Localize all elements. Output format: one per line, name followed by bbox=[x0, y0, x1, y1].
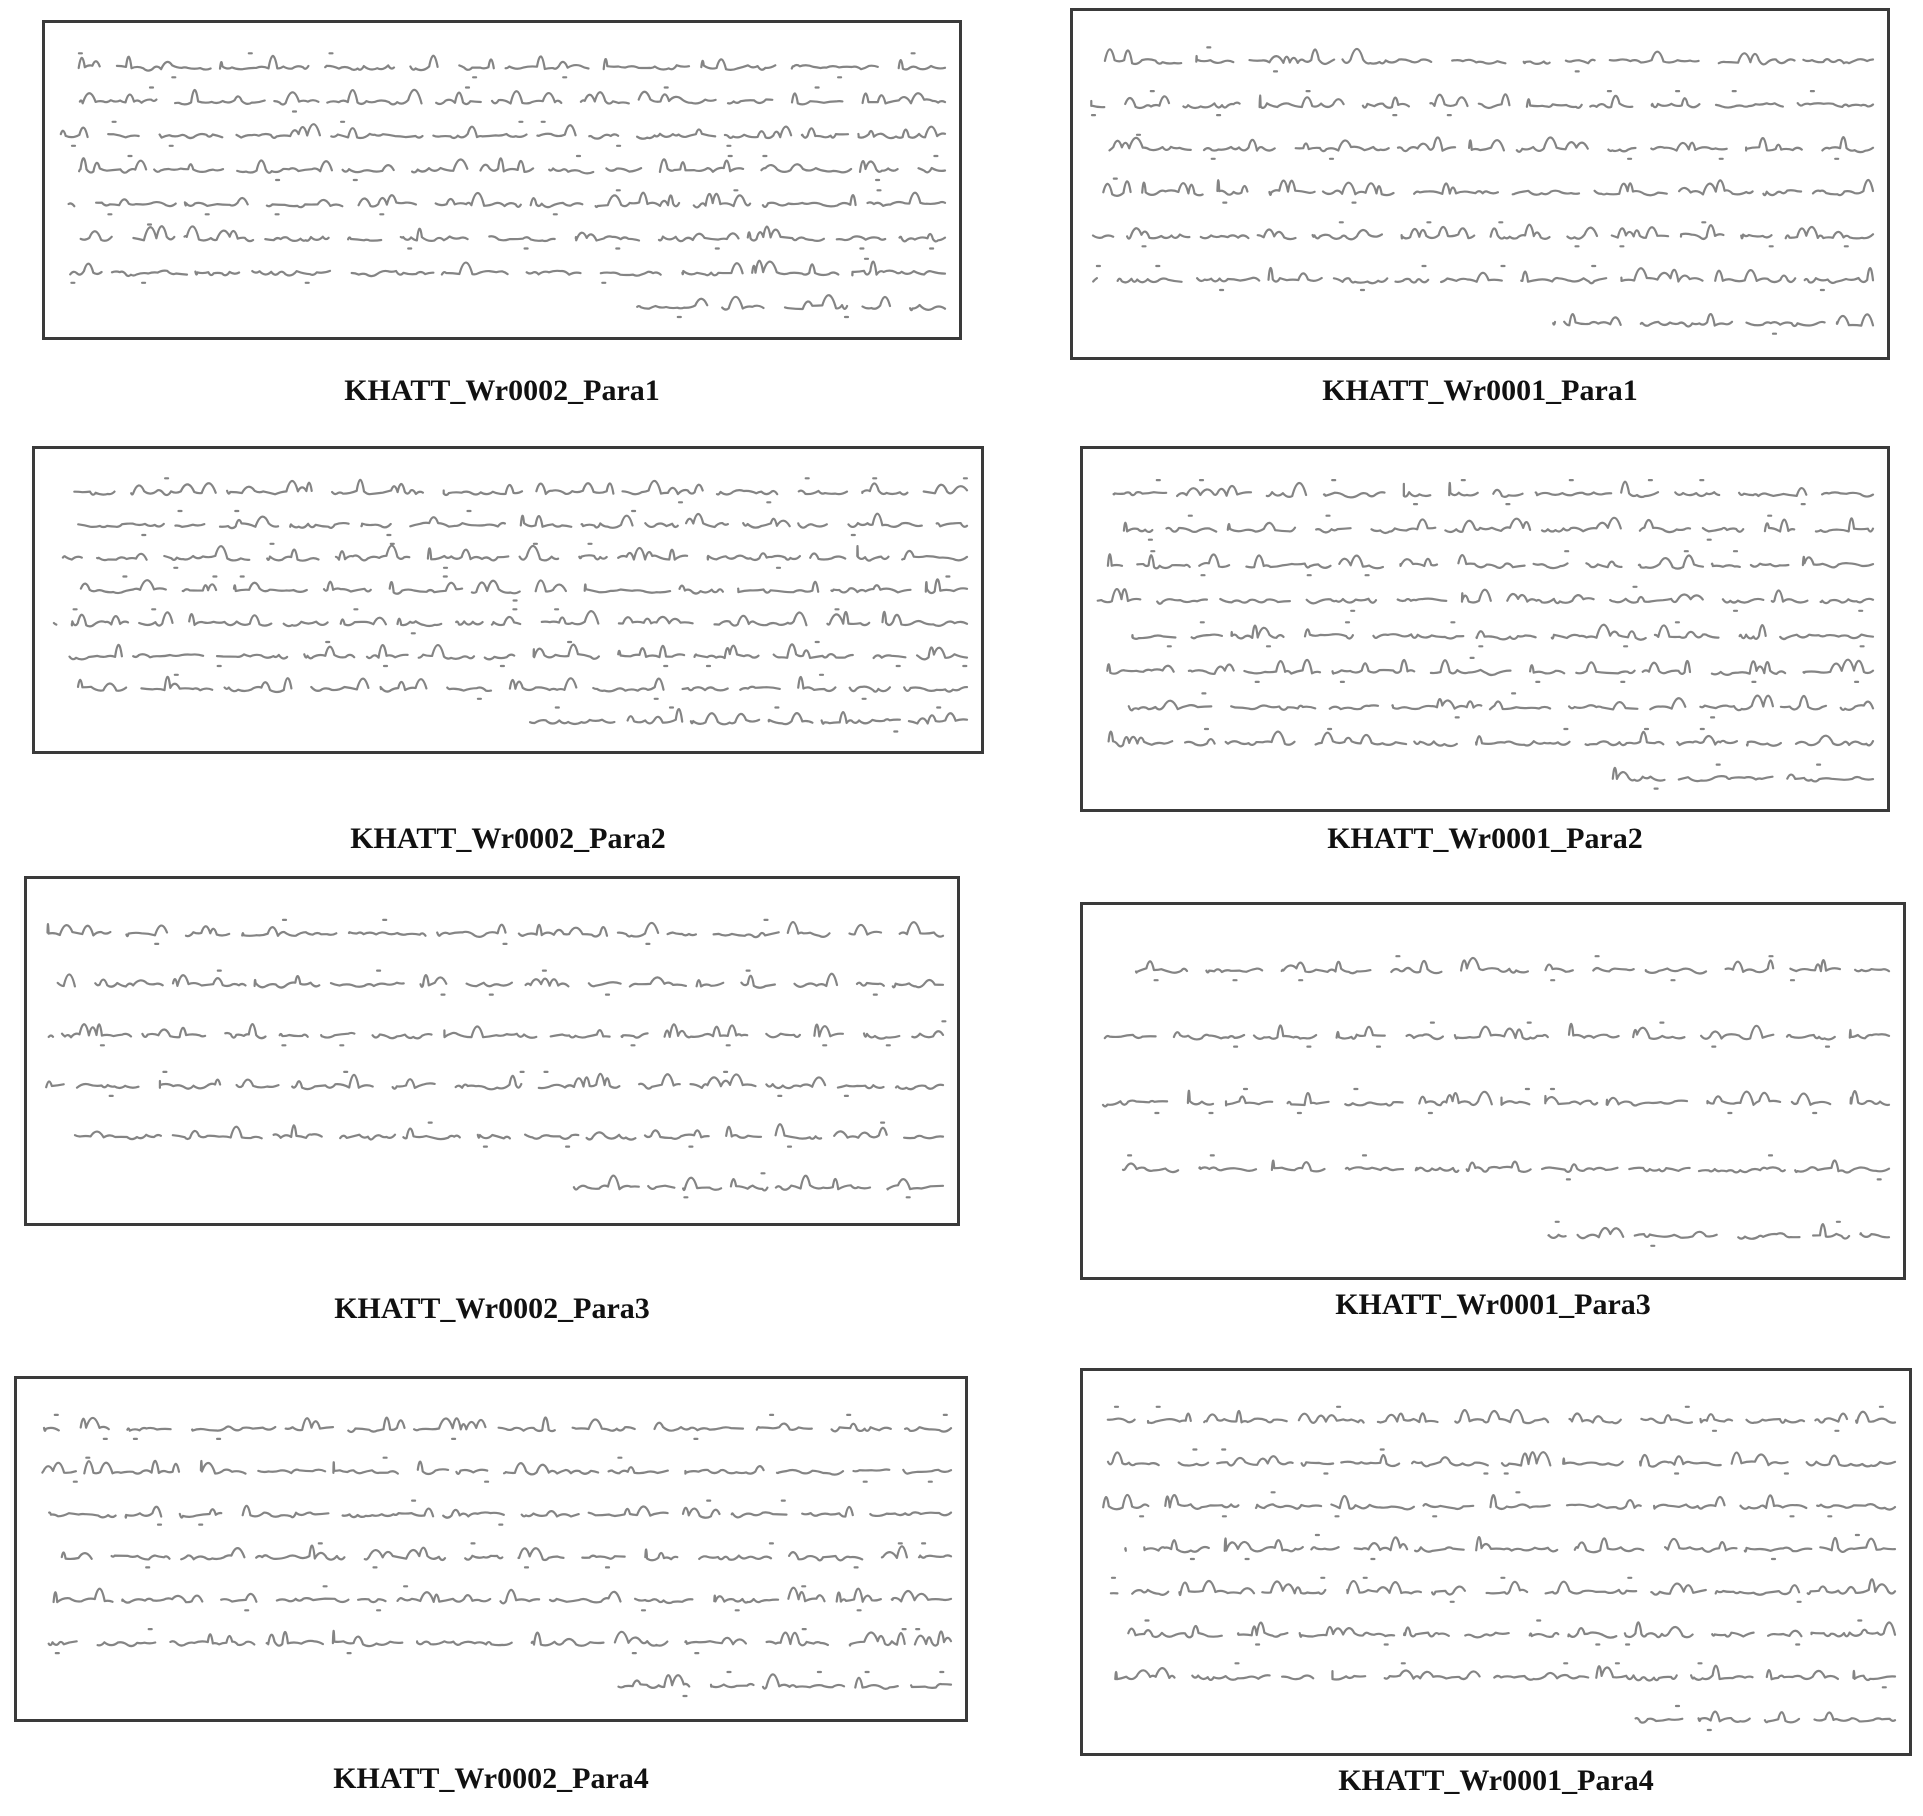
handwriting-line bbox=[530, 708, 967, 732]
handwriting-line bbox=[74, 478, 967, 502]
handwriting-line bbox=[70, 259, 945, 283]
caption-wr0001-para3: KHATT_Wr0001_Para3 bbox=[1335, 1288, 1651, 1321]
handwriting-sample-wr0001-para4 bbox=[1080, 1368, 1912, 1756]
caption-wr0002-para2: KHATT_Wr0002_Para2 bbox=[350, 822, 666, 855]
caption-wr0001-para1: KHATT_Wr0001_Para1 bbox=[1322, 374, 1638, 407]
handwriting-line bbox=[574, 1173, 943, 1197]
handwriting-line bbox=[81, 225, 945, 249]
handwriting-line bbox=[78, 675, 967, 699]
handwriting-line bbox=[637, 295, 945, 317]
handwriting-line bbox=[46, 1072, 943, 1096]
handwriting-strokes bbox=[17, 1379, 965, 1719]
handwriting-line bbox=[79, 156, 945, 180]
handwriting-line bbox=[42, 1458, 951, 1482]
handwriting-line bbox=[58, 971, 943, 995]
handwriting-line bbox=[48, 920, 944, 944]
handwriting-line bbox=[80, 88, 945, 112]
handwriting-line bbox=[78, 511, 967, 535]
handwriting-strokes bbox=[1083, 449, 1887, 809]
handwriting-line bbox=[1129, 693, 1873, 717]
caption-wr0001-para4: KHATT_Wr0001_Para4 bbox=[1338, 1764, 1654, 1797]
handwriting-line bbox=[1111, 1578, 1895, 1602]
handwriting-line bbox=[1123, 1155, 1889, 1179]
handwriting-line bbox=[1107, 658, 1873, 682]
caption-wr0002-para4: KHATT_Wr0002_Para4 bbox=[333, 1762, 649, 1795]
handwriting-line bbox=[1108, 1407, 1895, 1431]
handwriting-line bbox=[1103, 1492, 1895, 1516]
handwriting-line bbox=[63, 544, 967, 568]
handwriting-line bbox=[1093, 266, 1873, 290]
handwriting-strokes bbox=[27, 879, 957, 1223]
handwriting-line bbox=[69, 190, 945, 214]
handwriting-line bbox=[54, 609, 967, 633]
handwriting-line bbox=[62, 1543, 951, 1567]
handwriting-line bbox=[81, 577, 967, 601]
handwriting-line bbox=[1115, 1663, 1895, 1687]
handwriting-line bbox=[1553, 314, 1873, 334]
handwriting-strokes bbox=[1083, 905, 1903, 1277]
handwriting-line bbox=[54, 1586, 951, 1610]
handwriting-line bbox=[1103, 179, 1873, 203]
caption-wr0001-para2: KHATT_Wr0001_Para2 bbox=[1327, 822, 1643, 855]
handwriting-line bbox=[44, 1415, 951, 1439]
handwriting-sample-wr0001-para3 bbox=[1080, 902, 1906, 1280]
handwriting-line bbox=[1108, 1450, 1895, 1474]
handwriting-line bbox=[1103, 1089, 1889, 1113]
handwriting-line bbox=[1093, 222, 1873, 246]
handwriting-line bbox=[75, 1123, 943, 1147]
handwriting-line bbox=[1125, 1535, 1895, 1559]
handwriting-line bbox=[1136, 956, 1889, 980]
handwriting-sample-wr0002-para4 bbox=[14, 1376, 968, 1722]
handwriting-strokes bbox=[1073, 11, 1887, 357]
handwriting-line bbox=[1109, 729, 1873, 746]
handwriting-strokes bbox=[1083, 1371, 1909, 1753]
handwriting-sample-wr0002-para3 bbox=[24, 876, 960, 1226]
handwriting-line bbox=[1108, 551, 1873, 575]
handwriting-sample-wr0002-para1 bbox=[42, 20, 962, 340]
handwriting-line bbox=[1091, 91, 1873, 115]
caption-wr0002-para3: KHATT_Wr0002_Para3 bbox=[334, 1292, 650, 1325]
handwriting-strokes bbox=[35, 449, 981, 751]
handwriting-line bbox=[1114, 480, 1873, 504]
handwriting-line bbox=[49, 1501, 951, 1525]
handwriting-line bbox=[1613, 765, 1873, 789]
handwriting-strokes bbox=[45, 23, 959, 337]
handwriting-line bbox=[1098, 587, 1873, 611]
handwriting-line bbox=[1105, 1023, 1889, 1047]
handwriting-line bbox=[1549, 1222, 1890, 1246]
handwriting-sample-wr0002-para2 bbox=[32, 446, 984, 754]
handwriting-line bbox=[61, 122, 945, 146]
handwriting-line bbox=[49, 1629, 951, 1653]
handwriting-line bbox=[1105, 47, 1873, 71]
handwriting-line bbox=[70, 642, 968, 666]
handwriting-line bbox=[1124, 516, 1873, 540]
handwriting-line bbox=[79, 53, 945, 77]
handwriting-line bbox=[1132, 622, 1873, 646]
caption-wr0002-para1: KHATT_Wr0002_Para1 bbox=[344, 374, 660, 407]
handwriting-line bbox=[1128, 1621, 1895, 1645]
handwriting-line bbox=[1636, 1706, 1895, 1730]
handwriting-line bbox=[1110, 135, 1874, 159]
handwriting-sample-wr0001-para2 bbox=[1080, 446, 1890, 812]
handwriting-sample-wr0001-para1 bbox=[1070, 8, 1890, 360]
handwriting-line bbox=[49, 1021, 946, 1045]
handwriting-line bbox=[619, 1672, 952, 1696]
